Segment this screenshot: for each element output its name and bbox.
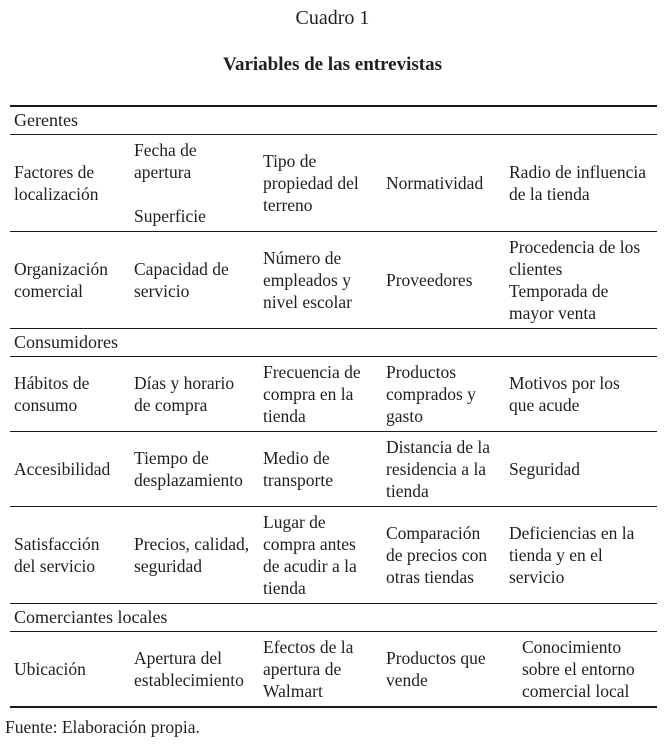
section-header: Consumidores [10,329,657,357]
table-title: Variables de las entrevistas [222,54,443,75]
table-cell [505,454,657,484]
table-cell [130,368,259,420]
table-cell [259,357,382,431]
table-cell [382,518,505,592]
cell-item: Medio de transporte [263,448,333,490]
cell-item: Proveedores [386,270,473,290]
section-header: Comerciantes locales [10,604,657,632]
table-row [10,507,657,604]
table-cell [382,357,505,431]
table-cell [130,529,259,581]
cell-item: Deficiencias en la tienda y en el servicio [509,523,635,587]
cell-item: Productos que vende [386,648,486,690]
table-row [10,632,657,706]
table-row [10,432,657,507]
cell-item: Superficie [134,206,206,226]
section-header: Gerentes [10,107,657,135]
table-cell [382,432,505,506]
cell-item: Motivos por los que acude [509,373,620,415]
cell-item: Precios, calidad, seguridad [134,534,250,576]
cell-item: Efectos de la apertura de Walmart [263,637,354,701]
source-note: Fuente: Elaboración propia. [5,717,200,737]
cell-item: Seguridad [509,459,580,479]
cell-item: Conocimiento sobre el entorno comercial local [522,637,635,701]
table-cell [130,135,259,231]
table-cell [505,368,657,420]
cell-item: Factores de localización [14,162,99,204]
cell-item: Procedencia de los clientes [509,237,641,279]
cell-item: Comparación de precios con otras tiendas [386,523,488,587]
cell-item: Tipo de propiedad del terreno [263,151,359,215]
table-number: Cuadro 1 [295,7,370,29]
cell-item: Organización comercial [14,259,108,301]
table-cell [382,168,505,198]
table-cell [382,643,505,695]
cell-item: Ubicación [14,659,86,679]
cell-item: Lugar de compra antes de acudir a la tienda [263,512,357,598]
cell-item: Satisfacción del servicio [14,534,100,576]
cell-item: Normatividad [386,173,484,193]
variables-table [10,105,657,708]
table-cell [259,146,382,220]
table-row [10,357,657,432]
cell-item: Temporada de mayor venta [509,281,609,323]
cell-item: Días y horario de compra [134,373,235,415]
cell-item: Capacidad de servicio [134,259,229,301]
cell-item: Fecha de apertura [134,140,197,182]
table-cell [505,518,657,592]
table-cell [259,443,382,495]
table-cell [10,529,130,581]
table-cell [130,254,259,306]
table-cell [259,632,382,706]
cell-item: Accesibilidad [14,459,111,479]
cell-item: Distancia de la residencia a la tienda [386,437,490,501]
table-cell [10,368,130,420]
table-cell [10,654,130,684]
cell-item: Frecuencia de compra en la tienda [263,362,361,426]
table-row [10,135,657,232]
cell-item: Hábitos de consumo [14,373,90,415]
cell-item: Apertura del establecimiento [134,648,244,690]
table-cell [10,157,130,209]
table-cell [505,632,657,706]
table-cell [259,243,382,317]
table-cell [505,157,657,209]
table-cell [10,254,130,306]
cell-item: Radio de influencia de la tienda [509,162,647,204]
table-cell [130,643,259,695]
table-cell [259,507,382,603]
table-cell [505,232,657,328]
cell-item: Número de empleados y nivel escolar [263,248,352,312]
table-cell [382,265,505,295]
table-row [10,232,657,329]
cell-item: Tiempo de desplazamiento [134,448,243,490]
table-cell [10,454,130,484]
table-cell [130,443,259,495]
cell-item: Productos comprados y gasto [386,362,476,426]
